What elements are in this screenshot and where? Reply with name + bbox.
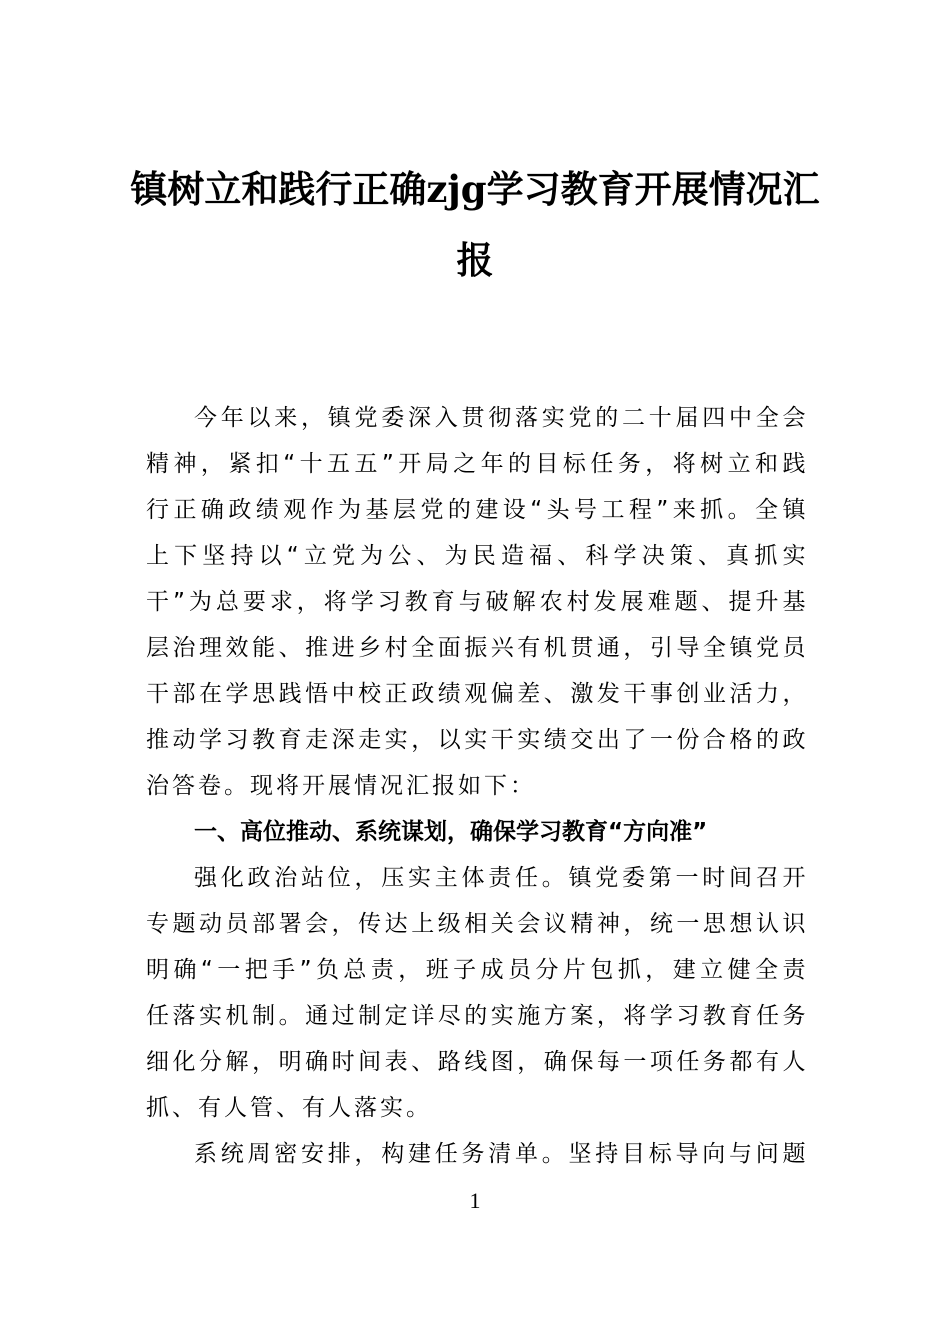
- paragraph-line: 任落实机制。通过制定详尽的实施方案，将学习教育任务: [146, 1003, 806, 1029]
- paragraph-line: 细化分解，明确时间表、路线图，确保每一项任务都有人: [146, 1049, 806, 1075]
- page-number: 1: [469, 1188, 481, 1213]
- document-title-line1: 镇树立和践行正确zjg学习教育开展情况汇: [130, 167, 820, 211]
- section-heading-1: 一、高位推动、系统谋划，确保学习教育“方向准”: [194, 819, 708, 845]
- paragraph-line: 治答卷。现将开展情况汇报如下：: [146, 773, 536, 799]
- paragraph-line: 精神，紧扣“十五五”开局之年的目标任务，将树立和践: [146, 451, 806, 477]
- paragraph-line: 明确“一把手”负总责，班子成员分片包抓，建立健全责: [146, 957, 806, 983]
- paragraph-line: 今年以来，镇党委深入贯彻落实党的二十届四中全会: [194, 405, 806, 431]
- paragraph-line: 推动学习教育走深走实，以实干实绩交出了一份合格的政: [146, 727, 806, 753]
- paragraph-line: 干”为总要求，将学习教育与破解农村发展难题、提升基: [146, 589, 806, 615]
- paragraph-line: 上下坚持以“立党为公、为民造福、科学决策、真抓实: [146, 543, 806, 569]
- paragraph-line: 强化政治站位，压实主体责任。镇党委第一时间召开: [194, 865, 806, 891]
- paragraph-line: 系统周密安排，构建任务清单。坚持目标导向与问题: [194, 1141, 806, 1167]
- paragraph-line: 层治理效能、推进乡村全面振兴有机贯通，引导全镇党员: [146, 635, 806, 661]
- paragraph-line: 专题动员部署会，传达上级相关会议精神，统一思想认识: [146, 911, 806, 937]
- paragraph-line: 行正确政绩观作为基层党的建设“头号工程”来抓。全镇: [146, 497, 806, 523]
- paragraph-line: 抓、有人管、有人落实。: [146, 1095, 432, 1121]
- document-title-line2: 报: [456, 238, 494, 282]
- paragraph-line: 干部在学思践悟中校正政绩观偏差、激发干事创业活力，: [146, 681, 806, 707]
